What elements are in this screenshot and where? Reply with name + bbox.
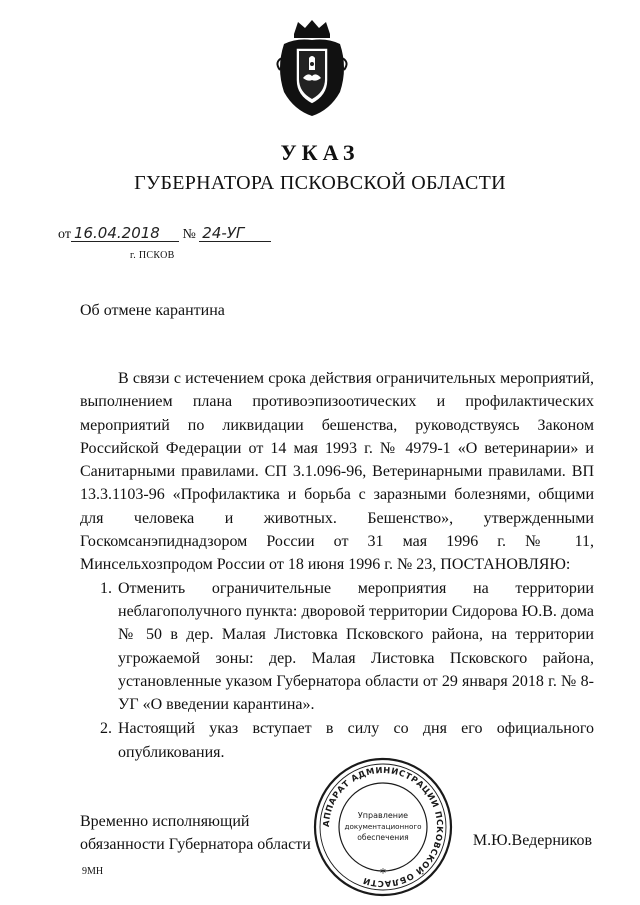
date-prefix: от [58, 227, 71, 242]
official-stamp [312, 756, 454, 898]
stamp-ring-text: АППАРАТ АДМИНИСТРАЦИИ ПСКОВСКОЙ ОБЛАСТИ [320, 764, 446, 890]
item-text: Отменить ограничительные мероприятия на территории неблагополучного пункта: дворовой территории Сидорова Ю.В. дома № 50 в дер. Малая Листовка Псковского района, на территории угрожаемой зоны: дер. Малая Листовка Псковского района, установленные указом Губернатора области от 29 января 2018 г. № 8-УГ «О введении карантина». [118, 579, 594, 714]
number-prefix: № [182, 227, 196, 242]
document-code: 9МН [82, 866, 104, 877]
stamp-center-line2: документационного [344, 822, 422, 831]
decree-subject: Об отмене карантина [80, 302, 225, 319]
signer-position [80, 810, 311, 856]
city-label: г. ПСКОВ [130, 250, 175, 261]
stamp-center-line3: обеспечения [357, 833, 409, 842]
coat-of-arms-icon [272, 18, 352, 118]
signer-position-line2: обязанности Губернатора области [80, 836, 311, 853]
stamp-center-line1: Управление [357, 811, 409, 820]
item-number: 2. [100, 720, 112, 738]
decree-number: 24-УГ [199, 225, 271, 242]
signer-name: М.Ю.Ведерников [472, 832, 592, 849]
item-text: Настоящий указ вступает в силу со дня его официального опубликования. [118, 720, 594, 761]
decree-body [80, 367, 594, 764]
document-title: УКАЗ [280, 140, 360, 165]
preamble-paragraph: В связи с истечением срока действия ограничительных мероприятий, выполнением плана противоэпизоотических и профилактических мероприятий по ликвидации бешенства, руководствуясь Законом Российской Федерации от 14 мая 1993 г. № 4979-1 «О ветеринарии» и Санитарными правилами. СП 3.1.096-96, Ветеринарными правилами. ВП 13.3.1103-96 «Профилактика и борьба с заразными болезнями, общими для человека и животных. Бешенство», утвержденными Госкомсанэпиднадзором России от 31 мая 1996 г. № 11, Минсельхозпродом России от 18 июня 1996 г. № 23, ПОСТАНОВЛЯЮ: [80, 370, 594, 574]
decree-date: 16.04.2018 [71, 225, 179, 242]
signer-position-line1: Временно исполняющий [80, 813, 250, 830]
decree-item [80, 577, 594, 717]
registration-line [58, 225, 271, 243]
item-number: 1. [100, 579, 112, 597]
stamp-star: * [380, 866, 386, 880]
issuer-title: ГУБЕРНАТОРА ПСКОВСКОЙ ОБЛАСТИ [134, 172, 506, 194]
